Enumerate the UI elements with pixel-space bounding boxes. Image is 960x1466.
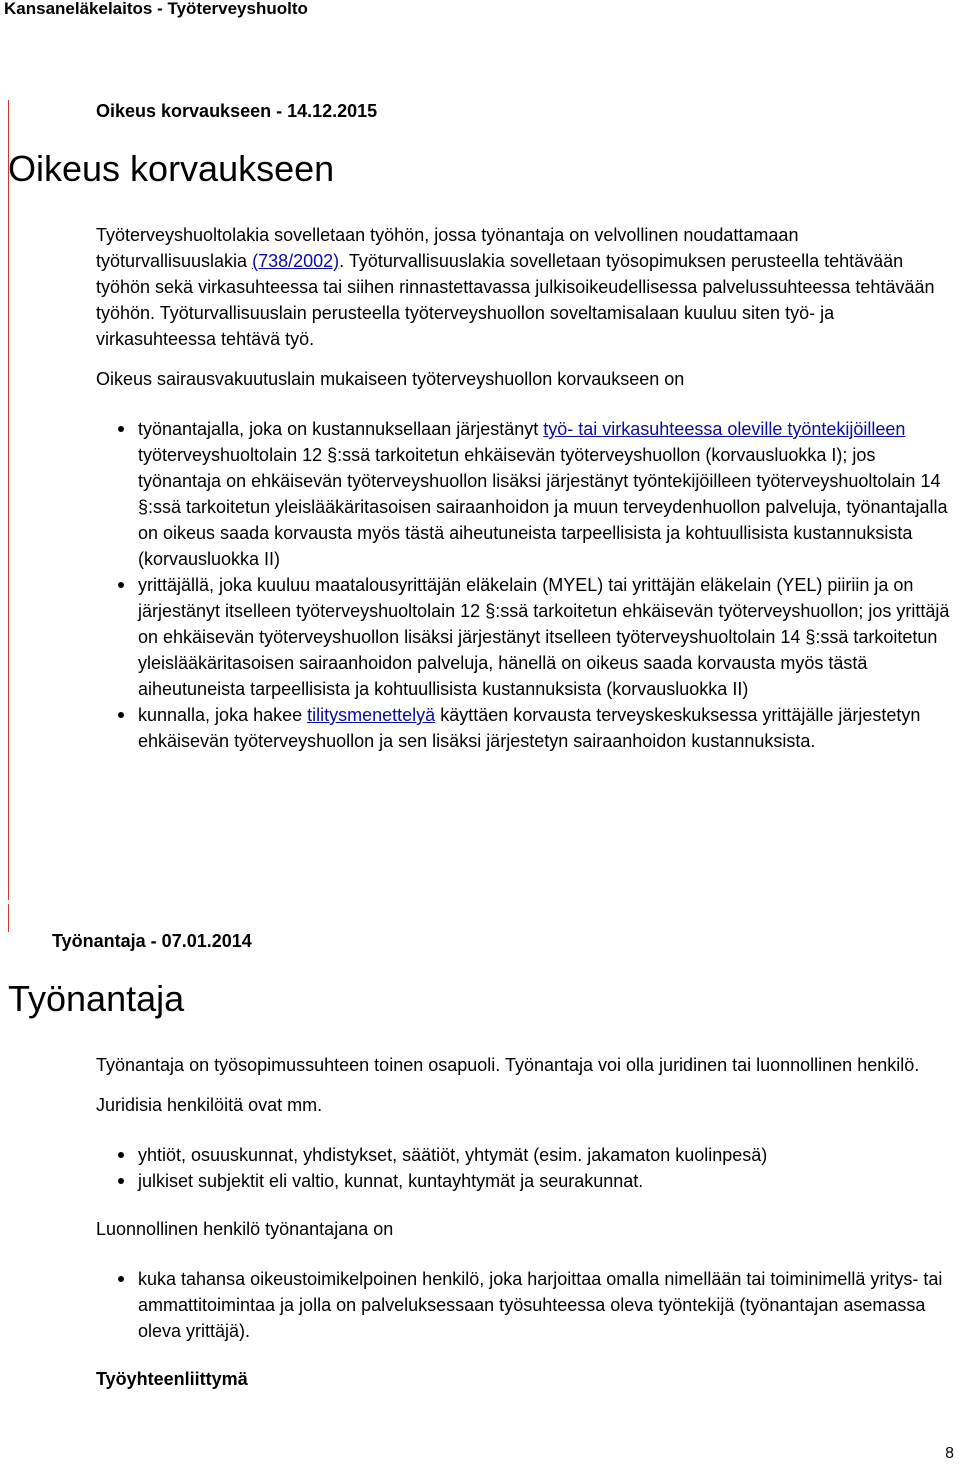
list-item: yhtiöt, osuuskunnat, yhdistykset, säätiöt, yhtymät (esim. jakamaton kuolinpesä) — [138, 1142, 952, 1168]
bullet-list — [96, 1266, 952, 1344]
list-item: kunnalla, joka hakee tilitysmenettelyä käyttäen korvausta terveyskeskuksessa yrittäjälle järjestetyn ehkäisevän työterveyshuollon ja sen lisäksi järjestetyn sairaanhoidon kustannuksista. — [138, 702, 952, 754]
list-item: yrittäjällä, joka kuuluu maatalousyrittäjän eläkelain (MYEL) tai yrittäjän eläkelain (YEL) piiriin ja on järjestänyt itselleen työterveyshuoltolain 12 §:ssä tarkoitetun ehkäisevän työterveyshuollon; jos yrittäjä on ehkäisevän työterveyshuollon lisäksi järjestänyt itselleen työterveyshuoltolain 14 §:ssä tarkoitetun yleislääkäritasoisen sairaanhoidon palveluja, hänellä on oikeus saada korvausta myös tästä aiheutuneista tarpeellisista ja kohtuullisista kustannuksista (korvausluokka II) — [138, 572, 952, 702]
law-link[interactable]: (738/2002) — [252, 251, 340, 271]
bullet-list — [96, 1142, 952, 1194]
section-divider-bar — [8, 100, 9, 900]
paragraph: Juridisia henkilöitä ovat mm. — [96, 1095, 323, 1115]
list-item: työnantajalla, joka on kustannuksellaan järjestänyt työ- tai virkasuhteessa oleville työntekijöilleen työterveyshuoltolain 12 §:ssä tarkoitetun ehkäisevän työterveyshuollon (korvausluokka I); jos työnantaja on ehkäisevän työterveyshuollon lisäksi järjestänyt työntekijöilleen työterveyshuoltolain 14 §:ssä tarkoitetun yleislääkäritasoisen sairaanhoidon ja muun terveydenhuollon palveluja, työnantajalla on oikeus saada korvausta myös tästä aiheutuneista tarpeellisista ja kohtuullisista kustannuksista (korvausluokka II) — [138, 416, 952, 572]
section-content — [96, 1052, 952, 1392]
paragraph: Luonnollinen henkilö työnantajana on — [96, 1219, 394, 1239]
section-title: Oikeus korvaukseen — [8, 148, 335, 189]
list-item: kuka tahansa oikeustoimikelpoinen henkilö, joka harjoittaa omalla nimellään tai toiminimellä yritys- tai ammattitoimintaa ja jolla on palveluksessaan työsuhteessa oleva työntekijä (työnantajan asemassa oleva yrittäjä). — [138, 1266, 952, 1344]
tilitysmenettely-link[interactable]: tilitysmenettelyä — [307, 705, 436, 725]
page-number: 8 — [945, 1445, 954, 1462]
section-date-line: Oikeus korvaukseen - 14.12.2015 — [96, 101, 378, 121]
paragraph: Työnantaja on työsopimussuhteen toinen osapuoli. Työnantaja voi olla juridinen tai luonnollinen henkilö. — [96, 1055, 920, 1075]
section-date-line: Työnantaja - 07.01.2014 — [52, 931, 252, 951]
employees-link[interactable]: työ- tai virkasuhteessa oleville työntekijöilleen — [543, 419, 906, 439]
list-item: julkiset subjektit eli valtio, kunnat, kuntayhtymät ja seurakunnat. — [138, 1168, 952, 1194]
section-divider-bar — [8, 904, 9, 932]
paragraph: Oikeus sairausvakuutuslain mukaiseen työterveyshuollon korvaukseen on — [96, 369, 685, 389]
section-title: Työnantaja — [8, 978, 185, 1019]
bullet-list — [96, 416, 952, 754]
header-title: Kansaneläkelaitos - Työterveyshuolto — [4, 0, 308, 18]
section-content — [96, 222, 952, 754]
paragraph: Työterveyshuoltolakia sovelletaan työhön, jossa työnantaja on velvollinen noudattamaan työturvallisuuslakia (738/2002). Työturvallisuuslakia sovelletaan työsopimuksen perusteella tehtävään työhön sekä virkasuhteessa tai siihen rinnastettavassa julkisoikeudellisessa palvelussuhteessa tehtävään työhön. Työturvallisuuslain perusteella työterveyshuollon soveltamisalaan kuuluu siten työ- ja virkasuhteessa tehtävä työ. — [96, 225, 935, 349]
subheading: Työyhteenliittymä — [96, 1369, 248, 1389]
